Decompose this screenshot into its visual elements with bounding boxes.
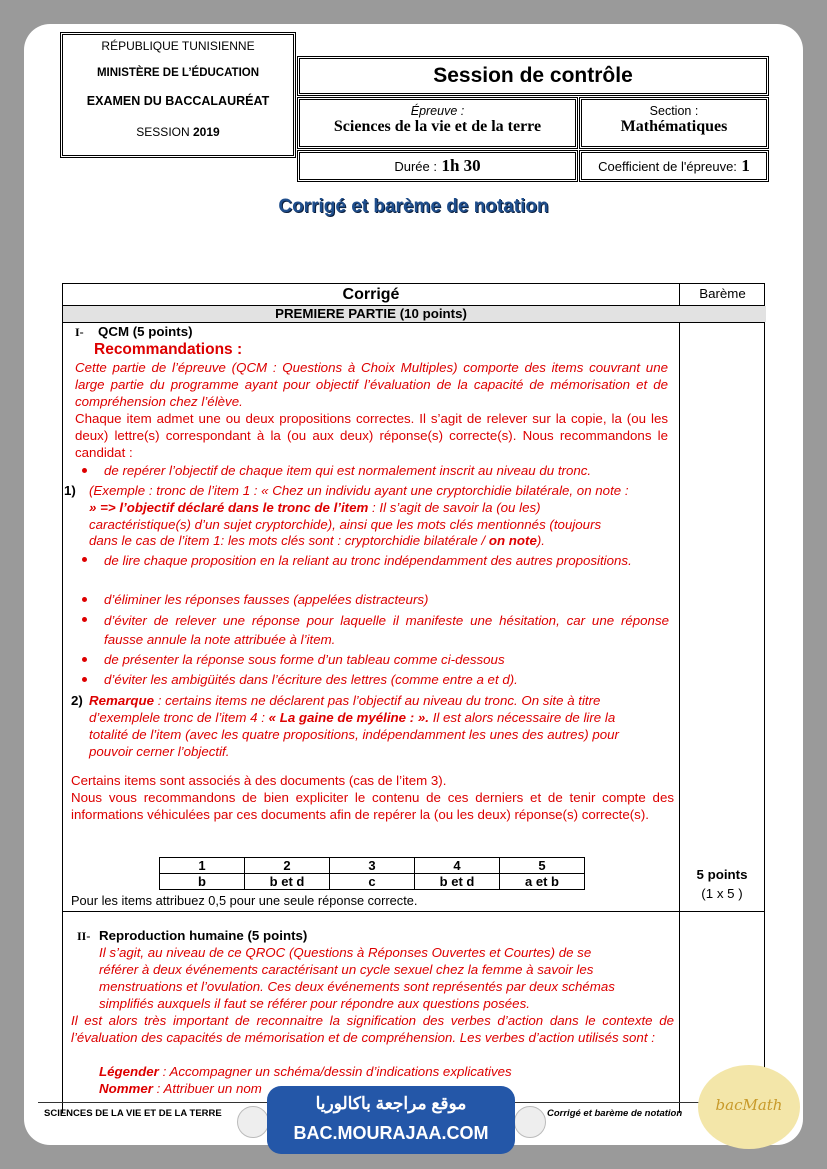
bullet-dot xyxy=(82,677,87,682)
footer-left: SCIENCES DE LA VIE ET DE LA TERRE xyxy=(44,1108,222,1119)
session-year: 2019 xyxy=(193,125,220,139)
session-label: SESSION xyxy=(136,125,190,139)
example-on-note: on note xyxy=(488,533,537,548)
example-line1: (Exemple : tronc de l’item 1 : « Chez un individu ayant une cryptorchidie bilatérale, on note : xyxy=(89,483,629,498)
bullet-dot xyxy=(82,617,87,622)
example-keywords: dans le cas de l’item 1: les mots clés sont : cryptorchidie bilatérale / xyxy=(89,533,486,548)
remark-line4: pouvoir cerner l’objectif. xyxy=(89,744,230,759)
repro-line1: Il s’agit, au niveau de ce QROC (Questions à Réponses Ouvertes et Courtes) de se xyxy=(99,945,592,960)
duree-box xyxy=(297,150,578,182)
footer-right: Corrigé et barème de notation xyxy=(547,1108,683,1119)
qcm-points-detail: (1 x 5 ) xyxy=(701,886,743,901)
repro-line4: simplifiés auxquels il faut se référer pour répondre aux questions posées. xyxy=(99,996,530,1011)
repro-title: Reproduction humaine (5 points) xyxy=(99,928,308,943)
part-one-title: PREMIERE PARTIE (10 points) xyxy=(275,306,467,321)
qcm-bullet6: d’éviter les ambigüités dans l’écriture des lettres (comme entre a et d). xyxy=(104,672,518,687)
repro-line3: menstruations et l’ovulation. Ces deux événements sont représentés par deux schémas xyxy=(99,979,615,994)
answer-value: c xyxy=(330,874,415,890)
answer-value: b xyxy=(160,874,245,890)
answer-item: 4 xyxy=(415,858,500,874)
coef-label: Coefficient de l'épreuve: xyxy=(598,159,737,174)
ministry-logo-icon xyxy=(237,1106,269,1138)
example-line4 xyxy=(89,532,674,549)
bullet-dot xyxy=(82,657,87,662)
coef-box xyxy=(579,150,769,182)
qcm-bullet4: d’éviter de relever une réponse pour laquelle il manifeste une hésitation, car une réponse fausse annule la note attribuée à l’item. xyxy=(104,613,669,647)
qcm-bullet5: de présenter la réponse sous forme d’un tableau comme ci-dessous xyxy=(104,652,505,667)
remark-line3: totalité de l’item (avec les quatre propositions, indépendamment les unes des autres) pour xyxy=(89,727,619,742)
section-label: Section : xyxy=(649,104,699,118)
banner-url[interactable]: BAC.MOURAJAA.COM xyxy=(293,1123,489,1143)
epreuve-value: Sciences de la vie et de la terre xyxy=(333,118,542,135)
remark-example: d’exemplele tronc de l’item 4 : xyxy=(89,710,265,725)
answer-item: 1 xyxy=(160,858,245,874)
session-title: Session de contrôle xyxy=(297,56,769,96)
banner-arabic: موقع مراجعة باكالوريا xyxy=(315,1094,467,1113)
header-institution-box xyxy=(60,32,296,158)
document-title: Corrigé et barème de notation xyxy=(278,196,549,217)
bullet-dot xyxy=(82,597,87,602)
repro-para: Il est alors très important de reconnaitre la signification des verbes d’action dans le contexte de l’évaluation des capacités de mémorisation et de compréhension. Les verbes d’action utilisés sont : xyxy=(71,1013,674,1045)
answer-value: b et d xyxy=(415,874,500,890)
ministry-logo-icon xyxy=(514,1106,546,1138)
exam-name: EXAMEN DU BACCALAURÉAT xyxy=(86,94,270,108)
qcm-number: I- xyxy=(75,325,84,339)
remark-text: : certains items ne déclarent pas l’objectif au niveau du tronc. On site à titre xyxy=(157,693,601,708)
epreuve-label: Épreuve : xyxy=(410,104,465,118)
nommer-text: : Attribuer un nom xyxy=(156,1081,262,1096)
country: RÉPUBLIQUE TUNISIENNE xyxy=(101,39,255,53)
ministry: MINISTÈRE DE L’ÉDUCATION xyxy=(96,67,260,79)
answers-row xyxy=(160,874,585,890)
duree-label: Durée : xyxy=(394,159,437,174)
legender-line xyxy=(99,1063,674,1080)
remark-necessary: Il est alors nécessaire de lire la xyxy=(432,710,616,725)
answer-item: 5 xyxy=(500,858,585,874)
remark-item: « La gaine de myéline : ». xyxy=(268,710,429,725)
answer-item: 2 xyxy=(245,858,330,874)
col-corrige: Corrigé xyxy=(342,286,400,303)
col-bareme: Barème xyxy=(699,286,746,301)
answer-item: 3 xyxy=(330,858,415,874)
docs-line1: Certains items sont associés à des documents (cas de l’item 3). xyxy=(71,773,447,788)
qcm-bullet1: de repérer l’objectif de chaque item qui est normalement inscrit au niveau du tronc. xyxy=(104,463,592,478)
bacmath-logo xyxy=(698,1065,800,1149)
remark-label: Remarque xyxy=(89,693,155,708)
repro-line2: référer à deux événements caractérisant un cycle sexuel chez la femme à savoir les xyxy=(99,962,594,977)
remark-line2 xyxy=(89,709,674,726)
example-objective-rest: : Il s’agit de savoir la (ou les) xyxy=(372,500,541,515)
nommer-label: Nommer xyxy=(99,1081,153,1096)
exam-header xyxy=(36,32,750,175)
column-divider xyxy=(679,284,680,1113)
epreuve-box xyxy=(297,97,578,149)
coef-value: 1 xyxy=(741,156,750,175)
section-box xyxy=(579,97,769,149)
legender-text: : Accompagner un schéma/dessin d’indications explicatives xyxy=(162,1064,512,1079)
section-value: Mathématiques xyxy=(620,118,728,135)
docs-para: Nous vous recommandons de bien expliciter le contenu de ces derniers et de tenir compte des informations véhiculées par ces documents afin de repérer la (ou les deux) réponse(s) correcte(s). xyxy=(71,790,674,822)
duree-value: 1h 30 xyxy=(441,156,481,175)
example-close: ). xyxy=(536,533,545,548)
qcm-para1: Cette partie de l’épreuve (QCM : Questions à Choix Multiples) comporte des items couvrant une large partie du programme ayant pour objectif l’évaluation de la capacité de mémorisation et de compréhension chez l’élève. xyxy=(75,360,668,409)
qcm-num1: 1) xyxy=(64,483,76,498)
remark-line1 xyxy=(89,692,674,709)
session-line xyxy=(63,125,293,139)
qcm-points: 5 points xyxy=(696,867,748,882)
answer-value: a et b xyxy=(500,874,585,890)
repro-number: II- xyxy=(77,929,91,943)
qcm-para2: Chaque item admet une ou deux propositions correctes. Il s’agit de relever sur la copie, la (ou les deux) lettre(s) correspondant à la (ou aux deux) réponse(s) correcte(s). Nous recommandons le candidat : xyxy=(75,411,668,460)
recommandations-title: Recommandations : xyxy=(94,341,243,358)
answers-header-row xyxy=(160,858,585,874)
qcm-num2: 2) xyxy=(71,693,83,708)
qcm-note: Pour les items attribuez 0,5 pour une seule réponse correcte. xyxy=(71,893,418,908)
example-objective: » => l’objectif déclaré dans le tronc de l’item xyxy=(89,500,369,515)
bullet-dot xyxy=(82,557,87,562)
qcm-bullet3: d’éliminer les réponses fausses (appelées distracteurs) xyxy=(104,592,429,607)
example-line3: caractéristique(s) d’un sujet cryptorchide), ainsi que les mots clés mentionnés (toujours xyxy=(89,517,602,532)
example-line2 xyxy=(89,499,674,516)
qcm-bullet2: de lire chaque proposition en la reliant au tronc indépendamment des autres propositions. xyxy=(104,553,632,568)
bullet-dot xyxy=(82,468,87,473)
bacmath-text: bacMath xyxy=(715,1096,783,1114)
legender-label: Légender xyxy=(99,1064,159,1079)
site-banner[interactable] xyxy=(267,1086,515,1154)
qcm-title: QCM (5 points) xyxy=(98,324,193,339)
answers-table xyxy=(159,857,585,890)
answer-value: b et d xyxy=(245,874,330,890)
